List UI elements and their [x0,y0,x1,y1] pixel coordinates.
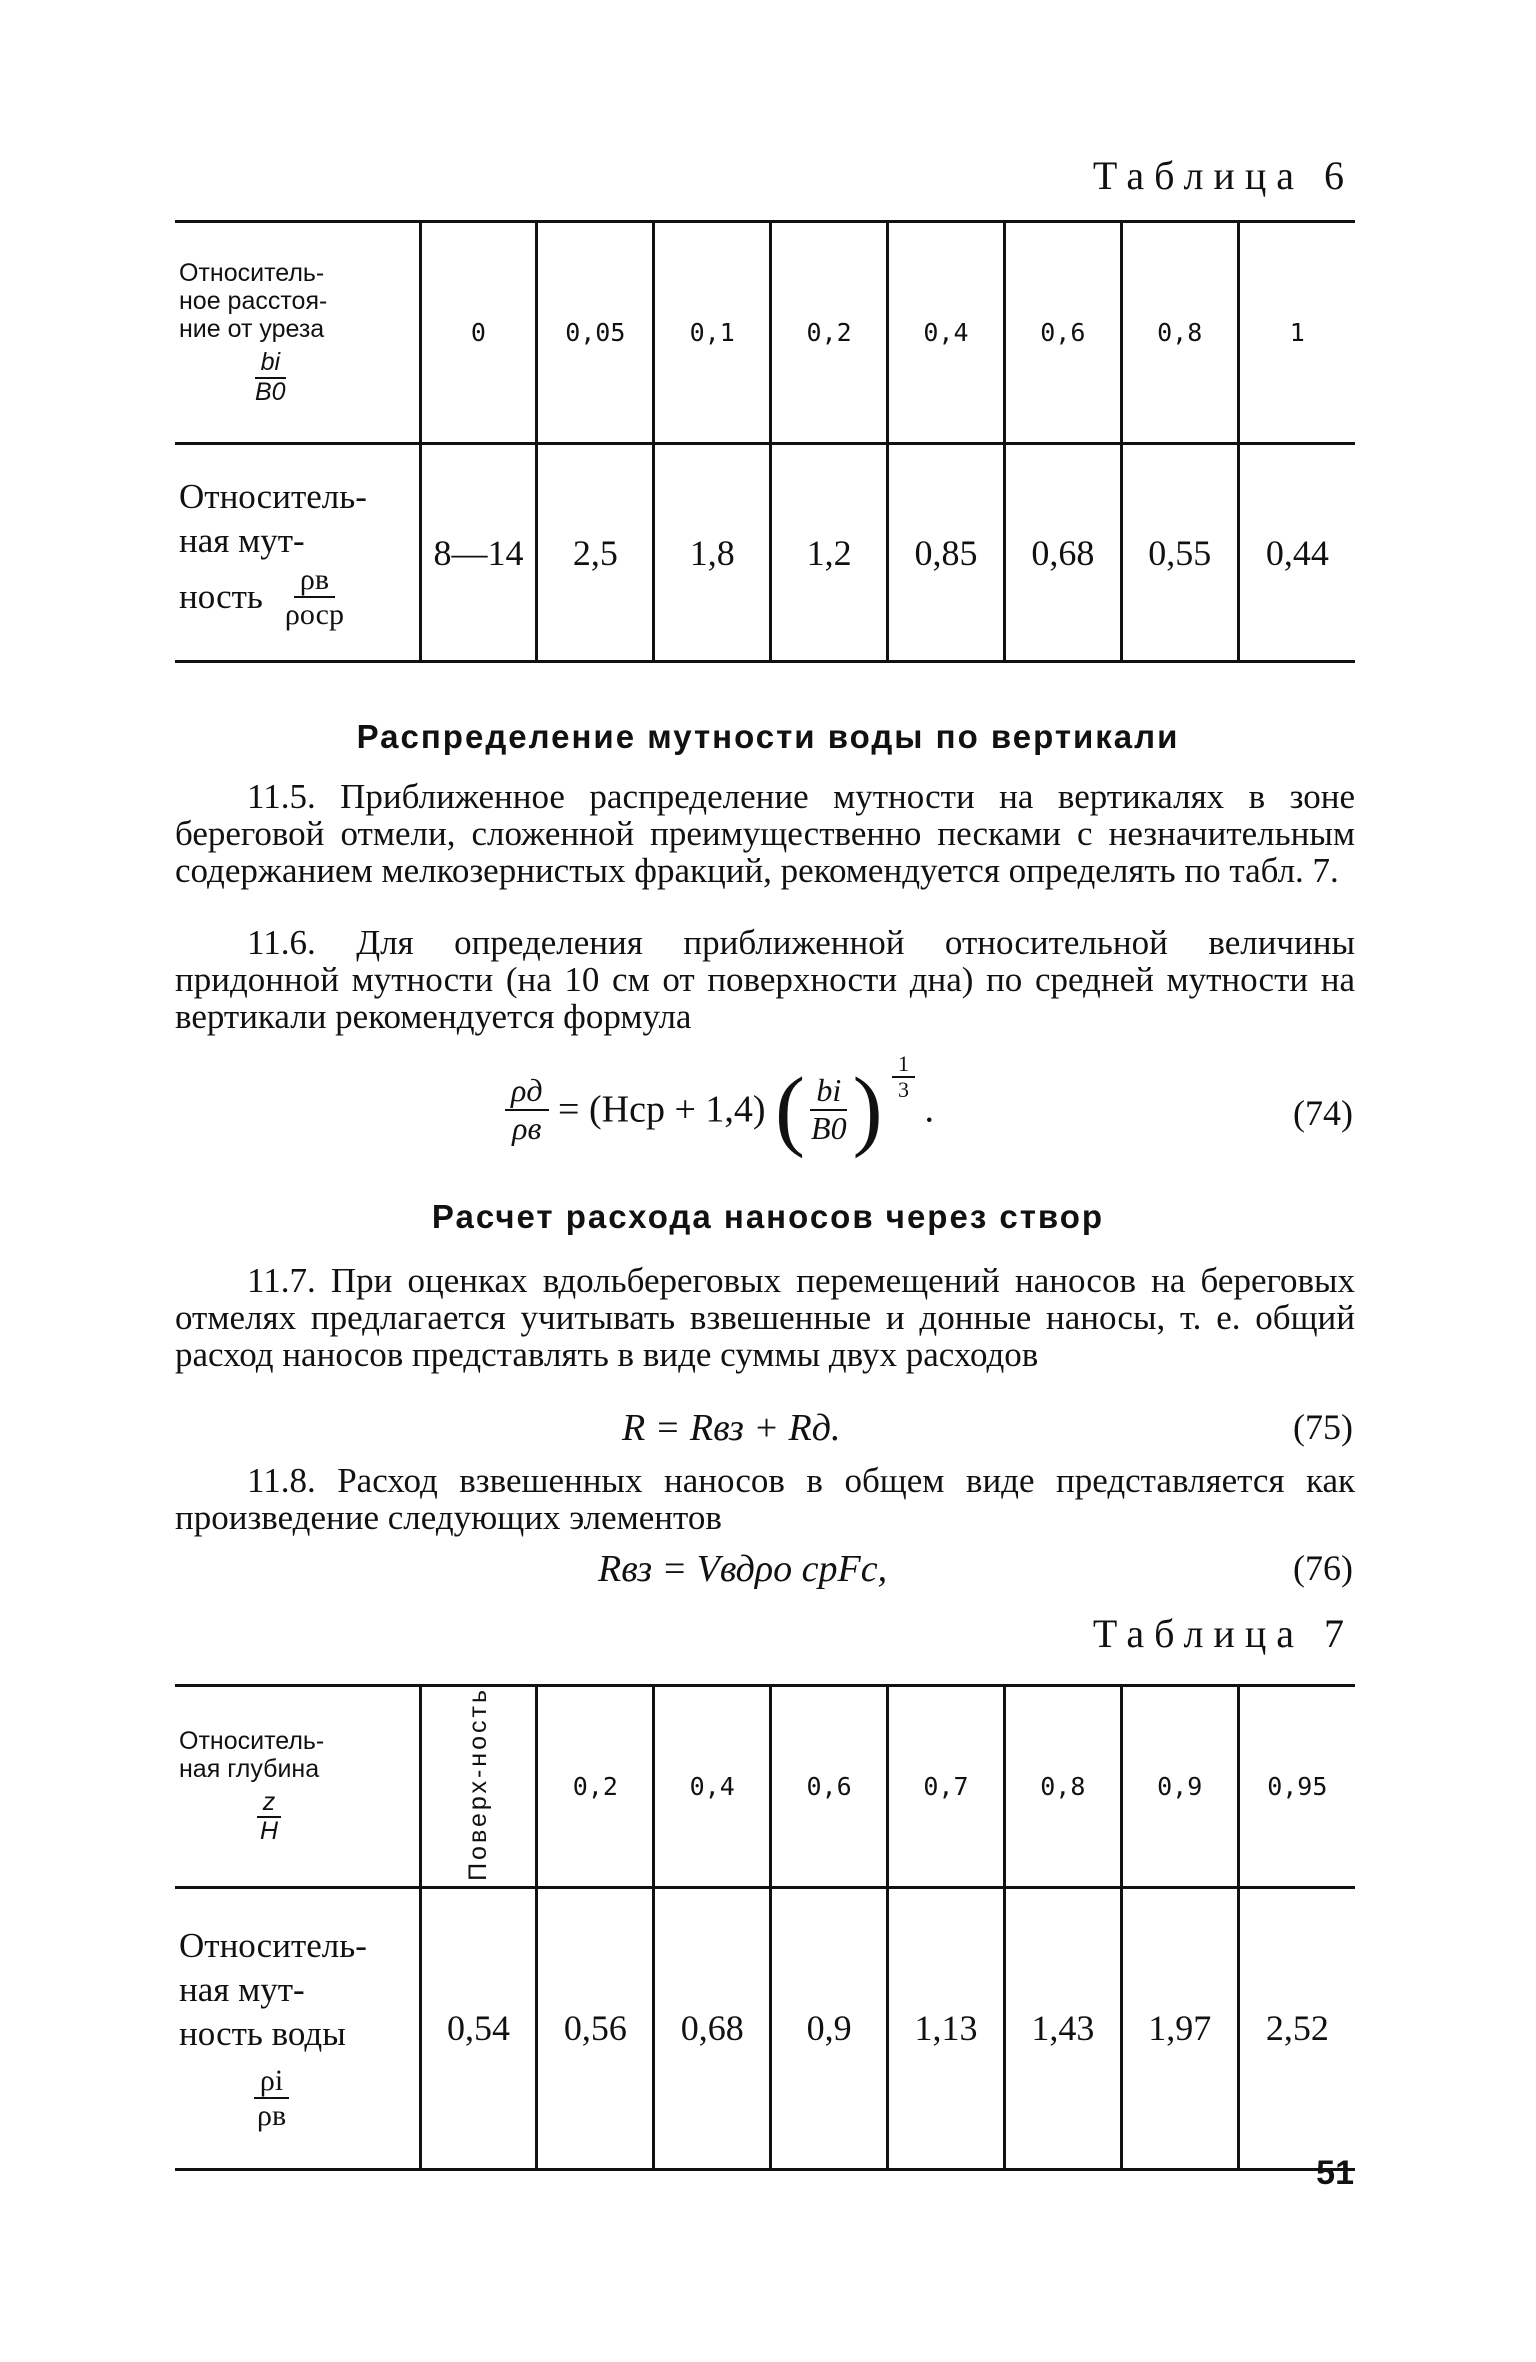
table-cell: 0,9 [771,1887,888,2169]
table-cell: 0,85 [888,444,1005,662]
paragraph-11-5: 11.5. Приближенное распределение мутности на вертикалях в зоне береговой отмели, сложенной преимущественно песками с незначительным содержанием мелкозернистых фракций, рекомендуется определять по табл. 7. [175,777,1355,890]
table-cell: 0,6 [771,1686,888,1888]
table-cell: 0,7 [888,1686,1005,1888]
table-6-title: Таблица 6 [1092,153,1354,198]
table-7-row-turbidity [175,1887,1355,2169]
table-7-row2-label: Относитель- ная мут- ность воды $\frac{\rho i}{\rho в}$ [175,1887,420,2169]
table-6-row2-frac-num: ρв [294,563,335,598]
table-7 [175,1684,1355,2171]
table-cell: 1,43 [1004,1887,1121,2169]
table-6-row1-label: Относитель- ное расстоя- ние от уреза $\frac{bi}{B0}$ [175,222,420,444]
table-7-row1-label: Относитель- ная глубина $\frac{z}{H}$ [175,1686,420,1888]
table-cell: 1,2 [771,444,888,662]
paragraph-11-7: 11.7. При оценках вдольбереговых перемещений наносов на береговых отмелях предлагается учитывать взвешенные и донные наносы, т. е. общий расход наносов представлять в виде суммы двух расходов [175,1261,1355,1374]
table-cell: 0,4 [888,222,1005,444]
table-cell: 1,97 [1121,1887,1238,2169]
table-cell: 0,2 [537,1686,654,1888]
table-cell: 0,56 [537,1887,654,2169]
table-cell: 1 [1238,222,1355,444]
table-7-surface-cell [420,1686,537,1888]
page-number: 51 [1316,2154,1354,2192]
table-cell: 0 [420,222,537,444]
table-7-row-depth [175,1686,1355,1888]
table-cell: 0,8 [1004,1686,1121,1888]
surface-label: Поверх-ность [463,1687,492,1881]
formula-74: $\frac{\rho д}{\rho в}$ = (Hср + 1,4) ( $\frac{bi}{B0}$ ) $\frac{1}{3}$ . [505,1058,934,1161]
section-heading-vertical-distribution: Распределение мутности воды по вертикали [356,718,1180,755]
table-7-title: Таблица 7 [1092,1611,1354,1656]
table-6 [175,220,1355,663]
table-cell: 1,8 [654,444,771,662]
paragraph-11-8: 11.8. Расход взвешенных наносов в общем виде представляется как произведение следующих элементов [175,1461,1355,1537]
equation-number-75: (75) [1293,1407,1353,1447]
table-6-row-turbidity [175,444,1355,662]
table-cell: 1,13 [888,1887,1005,2169]
table-cell: 0,44 [1238,444,1355,662]
formula-76: Rвз = Vвдρо срFс, [598,1548,888,1590]
table-cell: 2,5 [537,444,654,662]
table-cell: 0,55 [1121,444,1238,662]
table-cell: 0,2 [771,222,888,444]
equation-number-76: (76) [1293,1548,1353,1588]
table-6-row2-frac-den: ρоср [284,597,344,631]
table-cell: 0,1 [654,222,771,444]
paragraph-11-6: 11.6. Для определения приближенной относительной величины придонной мутности (на 10 см от поверхности дна) по средней мутности на вертикали рекомендуется формула [175,923,1355,1036]
table-cell: 0,68 [654,1887,771,2169]
table-cell: 8—14 [420,444,537,662]
table-6-row-distance [175,222,1355,444]
formula-75: R = Rвз + Rд. [622,1407,841,1449]
table-6-row2-label: Относитель- ная мут- ность $\frac{\rho в}{\text{ρоср}}$ [175,444,420,662]
table-cell: 0,95 [1238,1686,1355,1888]
table-6-row1-frac-num: bi [255,349,286,379]
table-cell: 0,6 [1004,222,1121,444]
table-cell: 0,4 [654,1686,771,1888]
table-cell: 0,54 [420,1887,537,2169]
table-cell: 0,05 [537,222,654,444]
table-6-row1-frac-den: B0 [255,377,286,406]
table-cell: 0,68 [1004,444,1121,662]
table-cell: 0,9 [1121,1686,1238,1888]
table-cell: 2,52 [1238,1887,1355,2169]
table-cell: 0,8 [1121,222,1238,444]
equation-number-74: (74) [1293,1093,1353,1133]
section-heading-sediment-discharge: Расчет расхода наносов через створ [431,1198,1105,1235]
